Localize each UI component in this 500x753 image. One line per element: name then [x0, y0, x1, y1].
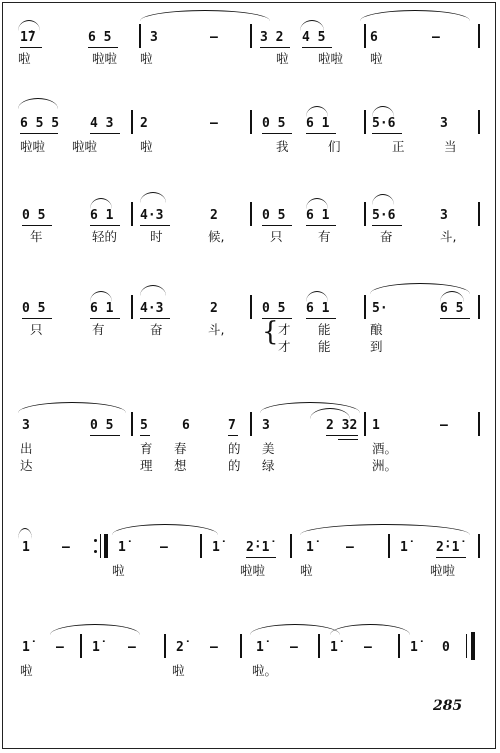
note-group: 6 1 [90, 301, 114, 316]
lyric: 啦啦 [92, 51, 118, 66]
barline [364, 202, 366, 226]
note-group: 6 5 [440, 301, 464, 316]
system-4 [0, 283, 500, 353]
underline [326, 435, 358, 436]
barline [290, 534, 292, 558]
note-group: 7 [228, 418, 236, 433]
underline [372, 225, 402, 226]
lyric: 酒。 [372, 441, 398, 456]
note-group: 2 [210, 208, 218, 223]
lyric-verse-2: 想 [174, 458, 187, 473]
barline [364, 110, 366, 134]
lyric: 奋 [380, 229, 393, 244]
underline [228, 435, 238, 436]
note-group: – [210, 640, 218, 655]
lyric-verse-2: 达 [20, 458, 33, 473]
lyric: 年 [30, 229, 43, 244]
slur [140, 10, 270, 21]
note-group: 6 5 5 [20, 116, 60, 131]
lyric: 啦 [140, 139, 153, 154]
note-group: 4 3 [90, 116, 114, 131]
underline [140, 435, 150, 436]
lyric-verse-2: 到 [370, 339, 383, 354]
verse-brace: { [262, 317, 279, 347]
lyric: 只 [30, 322, 43, 337]
note-group: 1̇ [212, 540, 220, 555]
note-group: 1̇ [256, 640, 264, 655]
note-group: 1̇ [118, 540, 126, 555]
note-group: – [440, 418, 448, 433]
underline [246, 557, 276, 558]
barline [250, 110, 252, 134]
lyric: 有 [318, 229, 331, 244]
note-group: 2̇ [176, 640, 184, 655]
system-7 [0, 620, 500, 690]
note-group: – [346, 540, 354, 555]
lyric: 酿 [370, 322, 383, 337]
lyric: 啦 [276, 51, 289, 66]
lyric: 啦啦 [72, 139, 98, 154]
lyric: 我 [276, 139, 289, 154]
lyric: 出 [20, 441, 33, 456]
note-group: 1̇ [410, 640, 418, 655]
note-group: 5·6 [372, 208, 396, 223]
note-group: 2̇·1̇ [246, 540, 270, 555]
note-group: 4·3 [140, 301, 164, 316]
note-group: – [160, 540, 168, 555]
lyric: 当 [444, 139, 457, 154]
barline [200, 534, 202, 558]
underline [88, 47, 118, 48]
barline [139, 24, 141, 48]
underline [90, 225, 120, 226]
note-group: 1̇ [22, 640, 30, 655]
note-group: 3 [440, 116, 448, 131]
lyric: 的 [228, 441, 241, 456]
lyric: 候, [208, 229, 225, 244]
repeat-dot [94, 550, 97, 553]
underline [262, 133, 292, 134]
barline [318, 634, 320, 658]
note-group: – [128, 640, 136, 655]
slur [372, 194, 394, 205]
barline [250, 295, 252, 319]
barline [478, 202, 480, 226]
note-group: – [210, 116, 218, 131]
slur [140, 192, 166, 203]
note-group: 1̇7 [20, 30, 36, 45]
lyric-verse-2: 能 [318, 339, 331, 354]
lyric-verse-2: 理 [140, 458, 153, 473]
lyric: 时 [150, 229, 163, 244]
lyric: 春 [174, 441, 187, 456]
note-group: 2 [210, 301, 218, 316]
system-3 [0, 190, 500, 260]
underline [90, 435, 120, 436]
underline [20, 133, 58, 134]
system-2 [0, 100, 500, 170]
note-group: 2̇·1̇ [436, 540, 460, 555]
note-group: – [290, 640, 298, 655]
note-group: – [364, 640, 372, 655]
lyric: 啦啦 [240, 563, 266, 578]
lyric: 啦 [300, 563, 313, 578]
barline [478, 295, 480, 319]
lyric: 斗, [440, 229, 457, 244]
lyric-verse-2: 的 [228, 458, 241, 473]
barline [478, 412, 480, 436]
repeat-dot [94, 539, 97, 542]
note-group: 6 [182, 418, 190, 433]
lyric: 才 [278, 322, 291, 337]
barline [131, 202, 133, 226]
note-group: 6 5 [88, 30, 112, 45]
system-6 [0, 520, 500, 590]
barline [364, 24, 366, 48]
note-group: 0 5 [22, 208, 46, 223]
lyric: 啦啦 [318, 51, 344, 66]
note-group: 3 [262, 418, 270, 433]
underline [338, 439, 358, 440]
lyric-verse-2: 绿 [262, 458, 275, 473]
underline [22, 225, 52, 226]
note-group: 5· [372, 301, 388, 316]
note-group: 1 [22, 540, 30, 555]
note-group: 1̇ [400, 540, 408, 555]
underline [372, 133, 402, 134]
underline [260, 47, 290, 48]
note-group: 3 [440, 208, 448, 223]
note-group: 1̇ [330, 640, 338, 655]
repeat-barline-thick [104, 534, 108, 558]
lyric: 啦 [18, 51, 31, 66]
underline [302, 47, 332, 48]
barline [80, 634, 82, 658]
page-number: 285 [433, 698, 463, 714]
lyric-verse-2: 洲。 [372, 458, 398, 473]
slur [18, 402, 126, 413]
underline [140, 225, 170, 226]
note-group: 6 [370, 30, 378, 45]
underline [306, 225, 336, 226]
underline [262, 225, 292, 226]
note-group: 3 [22, 418, 30, 433]
note-group: 0 [442, 640, 450, 655]
lyric: 只 [270, 229, 283, 244]
barline [250, 24, 252, 48]
lyric: 美 [262, 441, 275, 456]
system-1 [0, 10, 500, 80]
slur [360, 10, 470, 21]
slur [112, 524, 218, 535]
note-group: – [56, 640, 64, 655]
barline [164, 634, 166, 658]
slur [250, 624, 340, 635]
lyric: 有 [92, 322, 105, 337]
slur [300, 524, 470, 535]
note-group: 6 1 [306, 116, 330, 131]
note-group: – [62, 540, 70, 555]
note-group: – [432, 30, 440, 45]
lyric: 能 [318, 322, 331, 337]
slur [18, 98, 58, 109]
slur [140, 285, 166, 296]
note-group: 0 5 [22, 301, 46, 316]
note-group: 0 5 [262, 208, 286, 223]
underline [140, 318, 170, 319]
lyric: 啦 [370, 51, 383, 66]
underline [90, 133, 120, 134]
lyric: 啦啦 [20, 139, 46, 154]
note-group: 6 1 [306, 208, 330, 223]
note-group: 0 5 [262, 301, 286, 316]
underline [20, 47, 42, 48]
note-group: 3 2 [260, 30, 284, 45]
barline [250, 202, 252, 226]
final-barline-thin [466, 634, 467, 658]
lyric: 啦啦 [430, 563, 456, 578]
barline [478, 110, 480, 134]
underline [306, 318, 336, 319]
barline [131, 295, 133, 319]
lyric: 轻的 [92, 229, 118, 244]
barline [250, 412, 252, 436]
barline [478, 534, 480, 558]
lyric: 啦 [172, 663, 185, 678]
slur [50, 624, 140, 635]
lyric: 奋 [150, 322, 163, 337]
note-group: 4·3 [140, 208, 164, 223]
underline [90, 318, 120, 319]
note-group: 6 1 [90, 208, 114, 223]
barline [240, 634, 242, 658]
note-group: 2 [140, 116, 148, 131]
barline [398, 634, 400, 658]
lyric: 啦。 [252, 663, 278, 678]
lyric: 育 [140, 441, 153, 456]
lyric: 斗, [208, 322, 225, 337]
barline [478, 24, 480, 48]
note-group: 2 32 [326, 418, 358, 433]
barline [131, 110, 133, 134]
barline [364, 295, 366, 319]
note-group: 5·6 [372, 116, 396, 131]
lyric: 们 [328, 139, 341, 154]
note-group: 0 5 [262, 116, 286, 131]
note-group: 1̇ [306, 540, 314, 555]
underline [306, 133, 336, 134]
note-group: 6 1 [306, 301, 330, 316]
underline [440, 318, 470, 319]
note-group: 1̇ [92, 640, 100, 655]
note-group: – [210, 30, 218, 45]
note-group: 4 5 [302, 30, 326, 45]
slur [18, 528, 32, 539]
underline [436, 557, 466, 558]
note-group: 3 [150, 30, 158, 45]
repeat-barline-thin [100, 534, 101, 558]
lyric: 啦 [112, 563, 125, 578]
lyric: 啦 [140, 51, 153, 66]
barline [364, 412, 366, 436]
note-group: 0 5 [90, 418, 114, 433]
lyric-verse-2: 才 [278, 339, 291, 354]
barline [131, 412, 133, 436]
system-5 [0, 398, 500, 473]
note-group: 1 [372, 418, 380, 433]
underline [22, 318, 52, 319]
lyric: 正 [392, 139, 405, 154]
note-group: 5 [140, 418, 148, 433]
barline [388, 534, 390, 558]
lyric: 啦 [20, 663, 33, 678]
final-barline-thick [471, 632, 475, 660]
